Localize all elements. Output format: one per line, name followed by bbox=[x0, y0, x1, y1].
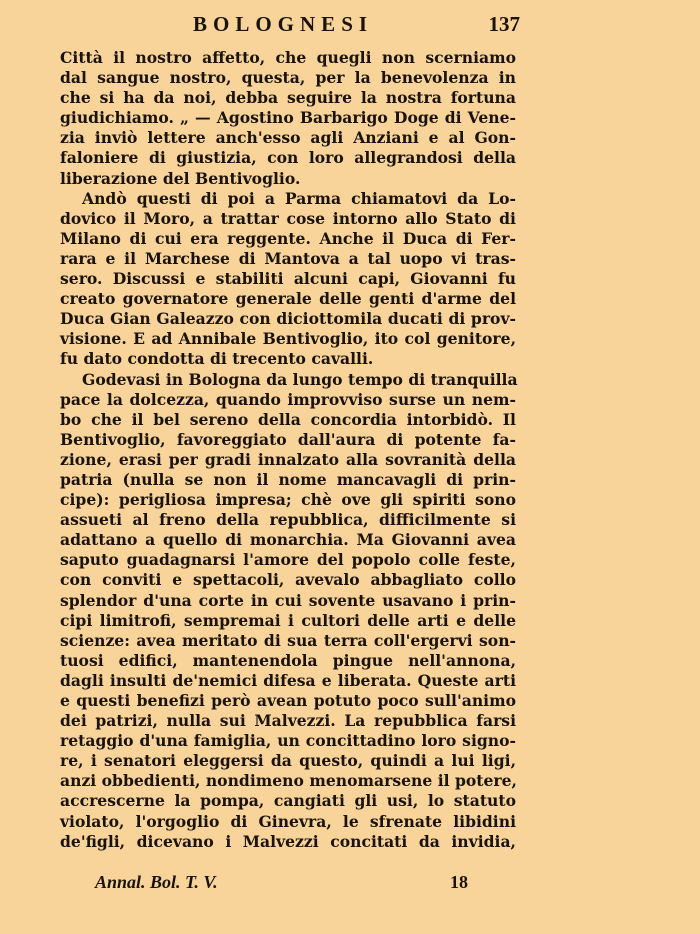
text-line: bo che il bel sereno della concordia intorbidò. Il bbox=[60, 409, 516, 429]
text-line: Città il nostro affetto, che quegli non scerniamo bbox=[60, 48, 516, 67]
text-line: tuosi edifici, mantenendola pingue nell'annona, bbox=[60, 650, 516, 670]
text-line: Duca Gian Galeazzo con diciottomila ducati di prov- bbox=[60, 309, 516, 329]
text-line: cipi limitrofi, sempremai i cultori delle arti e delle bbox=[60, 610, 516, 630]
paragraph bbox=[60, 370, 516, 852]
body-text bbox=[60, 48, 516, 852]
text-line: che si ha da noi, debba seguire la nostra fortuna bbox=[60, 88, 516, 108]
text-line: con conviti e spettacoli, avevalo abbagliato collo bbox=[60, 570, 516, 590]
text-line: dal sangue nostro, questa, per la benevolenza in bbox=[60, 68, 516, 88]
page-footer bbox=[60, 872, 516, 898]
text-line: dei patrizi, nulla sui Malvezzi. La repubblica farsi bbox=[60, 711, 516, 731]
text-line: creato governatore generale delle genti d'arme del bbox=[60, 289, 516, 309]
text-line: cipe): perigliosa impresa; chè ove gli spiriti sono bbox=[60, 490, 516, 510]
text-line: de'figli, dicevano i Malvezzi concitati da invidia, bbox=[60, 831, 516, 851]
text-line: visione. E ad Annibale Bentivoglio, ito col genitore, bbox=[60, 329, 516, 349]
text-line: Godevasi in Bologna da lungo tempo di tranquilla bbox=[82, 369, 518, 389]
text-line: sero. Discussi e stabiliti alcuni capi, Giovanni fu bbox=[60, 269, 516, 289]
text-line: Andò questi di poi a Parma chiamatovi da Lo- bbox=[82, 188, 516, 208]
text-line: anzi obbedienti, nondimeno menomarsene il potere, bbox=[60, 771, 517, 791]
text-line: faloniere di giustizia, con loro allegrandosi della bbox=[60, 148, 516, 168]
text-line: adattano a quello di monarchia. Ma Giovanni avea bbox=[60, 530, 516, 550]
text-line: accrescerne la pompa, cangiati gli usi, lo statuto bbox=[60, 791, 516, 811]
text-line: e questi benefizi però avean potuto poco sull'animo bbox=[60, 691, 516, 710]
text-line: retaggio d'una famiglia, un concittadino loro signo- bbox=[60, 731, 516, 751]
paragraph bbox=[60, 48, 516, 189]
text-line: splendor d'una corte in cui sovente usavano i prin- bbox=[60, 590, 516, 610]
text-line: re, i senatori eleggersi da questo, quindi a lui ligi, bbox=[60, 751, 516, 771]
text-line: zia inviò lettere anch'esso agli Anziani e al Gon- bbox=[60, 128, 516, 148]
text-line: patria (nulla se non il nome mancavagli di prin- bbox=[60, 469, 516, 489]
text-line: rara e il Marchese di Mantova a tal uopo vi tras- bbox=[60, 248, 516, 268]
text-line: saputo guadagnarsi l'amore del popolo colle feste, bbox=[60, 550, 516, 570]
text-line: violato, l'orgoglio di Ginevra, le sfrenate libidini bbox=[60, 811, 516, 831]
text-line: Bentivoglio, favoreggiato dall'aura di potente fa- bbox=[60, 429, 516, 449]
running-title: BOLOGNESI bbox=[193, 12, 374, 36]
page-number: 137 bbox=[488, 12, 520, 36]
text-line: fu dato condotta di trecento cavalli. bbox=[60, 349, 374, 369]
signature-mark: Annal. Bol. T. V. bbox=[95, 872, 218, 892]
running-head bbox=[60, 10, 520, 40]
text-line: pace la dolcezza, quando improvviso surse un nem- bbox=[60, 389, 516, 409]
text-line: dagli insulti de'nemici difesa e liberata. Queste arti bbox=[60, 670, 516, 690]
signature-number: 18 bbox=[450, 872, 468, 892]
text-line: assueti al freno della repubblica, difficilmente si bbox=[60, 510, 516, 530]
text-line: dovico il Moro, a trattar cose intorno allo Stato di bbox=[60, 208, 516, 228]
paragraph bbox=[60, 189, 516, 370]
text-line: scienze: avea meritato di sua terra coll'ergervi son- bbox=[60, 630, 516, 650]
text-line: giudichiamo. „ — Agostino Barbarigo Doge di Vene- bbox=[60, 108, 516, 128]
text-line: zione, erasi per gradi innalzato alla sovranità della bbox=[60, 449, 516, 469]
text-line: liberazione del Bentivoglio. bbox=[60, 168, 301, 188]
text-line: Milano di cui era reggente. Anche il Duca di Fer- bbox=[60, 228, 516, 248]
